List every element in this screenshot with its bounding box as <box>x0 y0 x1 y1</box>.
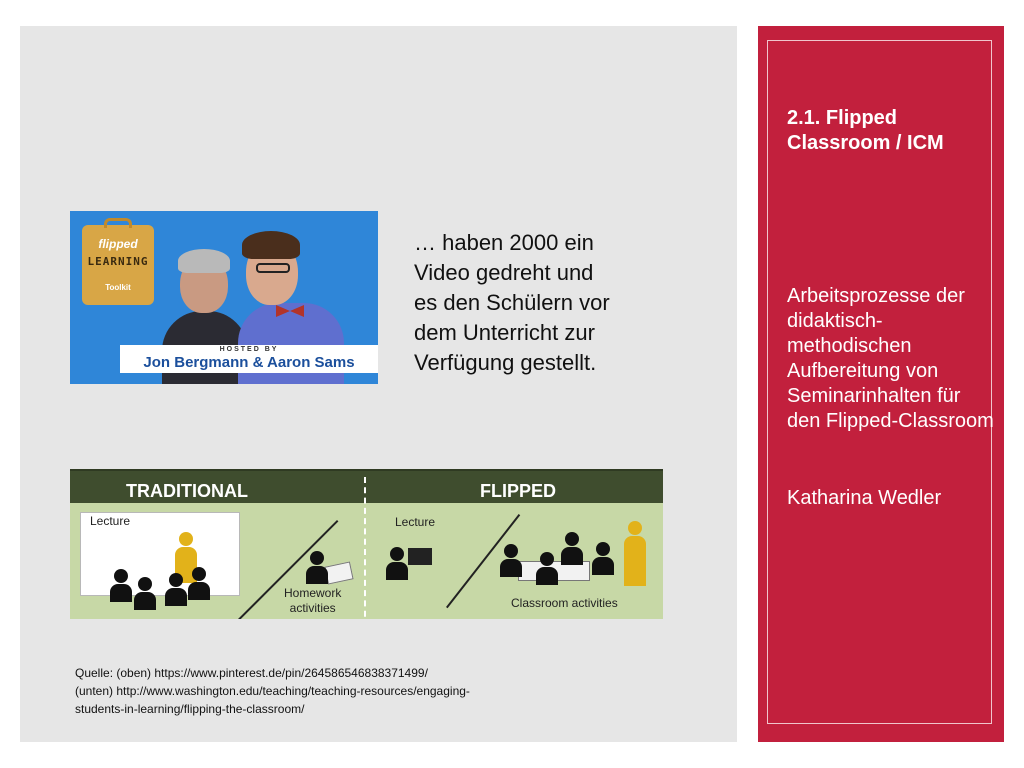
section-title: 2.1. Flipped Classroom / ICM <box>787 107 944 154</box>
hosted-by-banner <box>120 345 378 373</box>
host-left-hair <box>178 249 230 273</box>
author-name: Katharina Wedler <box>787 487 942 509</box>
student-icon <box>386 547 408 581</box>
glasses-icon <box>256 263 290 273</box>
source-citation <box>75 664 595 718</box>
traditional-lecture-label: Lecture <box>90 514 131 528</box>
flipped-heading: FLIPPED <box>480 481 557 501</box>
toolkit-badge <box>82 225 154 305</box>
homework-label: Homework activities <box>284 586 342 615</box>
badge-text-toolkit: Toolkit <box>105 283 131 292</box>
badge-text-flipped: flipped <box>98 237 138 251</box>
flipped-learning-image <box>70 211 378 384</box>
quote-text: … haben 2000 ein Video gedreht und es den Schülern vor dem Unterricht zur Verfügung gestellt. <box>414 230 610 375</box>
student-icon <box>500 544 522 578</box>
sidebar-panel <box>758 26 1004 742</box>
classroom-activities-label: Classroom activities <box>511 596 618 610</box>
traditional-vs-flipped-image <box>70 469 663 619</box>
content-area <box>20 26 737 742</box>
source-line: (unten) http://www.washington.edu/teaching/teaching-resources/engaging- <box>75 684 470 698</box>
student-icon <box>134 577 156 611</box>
laptop-icon <box>408 548 432 565</box>
worksheet-icon <box>324 561 353 584</box>
host-right-hair <box>242 231 300 259</box>
traditional-heading: TRADITIONAL <box>126 481 248 501</box>
badge-text-learning: LEARNING <box>87 255 149 268</box>
flipped-lecture-label: Lecture <box>395 515 436 529</box>
student-icon <box>188 567 210 601</box>
source-line: Quelle: (oben) https://www.pinterest.de/pin/264586546838371499/ <box>75 666 428 680</box>
badge-handle <box>104 218 132 228</box>
student-icon <box>165 573 187 607</box>
student-icon <box>592 542 614 576</box>
comparison-header <box>70 469 663 503</box>
student-icon <box>306 551 328 585</box>
hosted-by-label: HOSTED BY <box>219 346 279 353</box>
student-icon <box>561 532 583 566</box>
center-divider <box>364 477 366 619</box>
source-line: students-in-learning/flipping-the-classroom/ <box>75 702 305 716</box>
student-icon <box>536 552 558 586</box>
host-names: Jon Bergmann & Aaron Sams <box>143 354 355 371</box>
student-icon <box>110 569 132 603</box>
section-subtitle: Arbeitsprozesse der didaktisch-methodischen Aufbereitung von Seminarinhalten für den Flipped-Classroom <box>787 285 994 432</box>
teacher-icon <box>624 521 646 589</box>
